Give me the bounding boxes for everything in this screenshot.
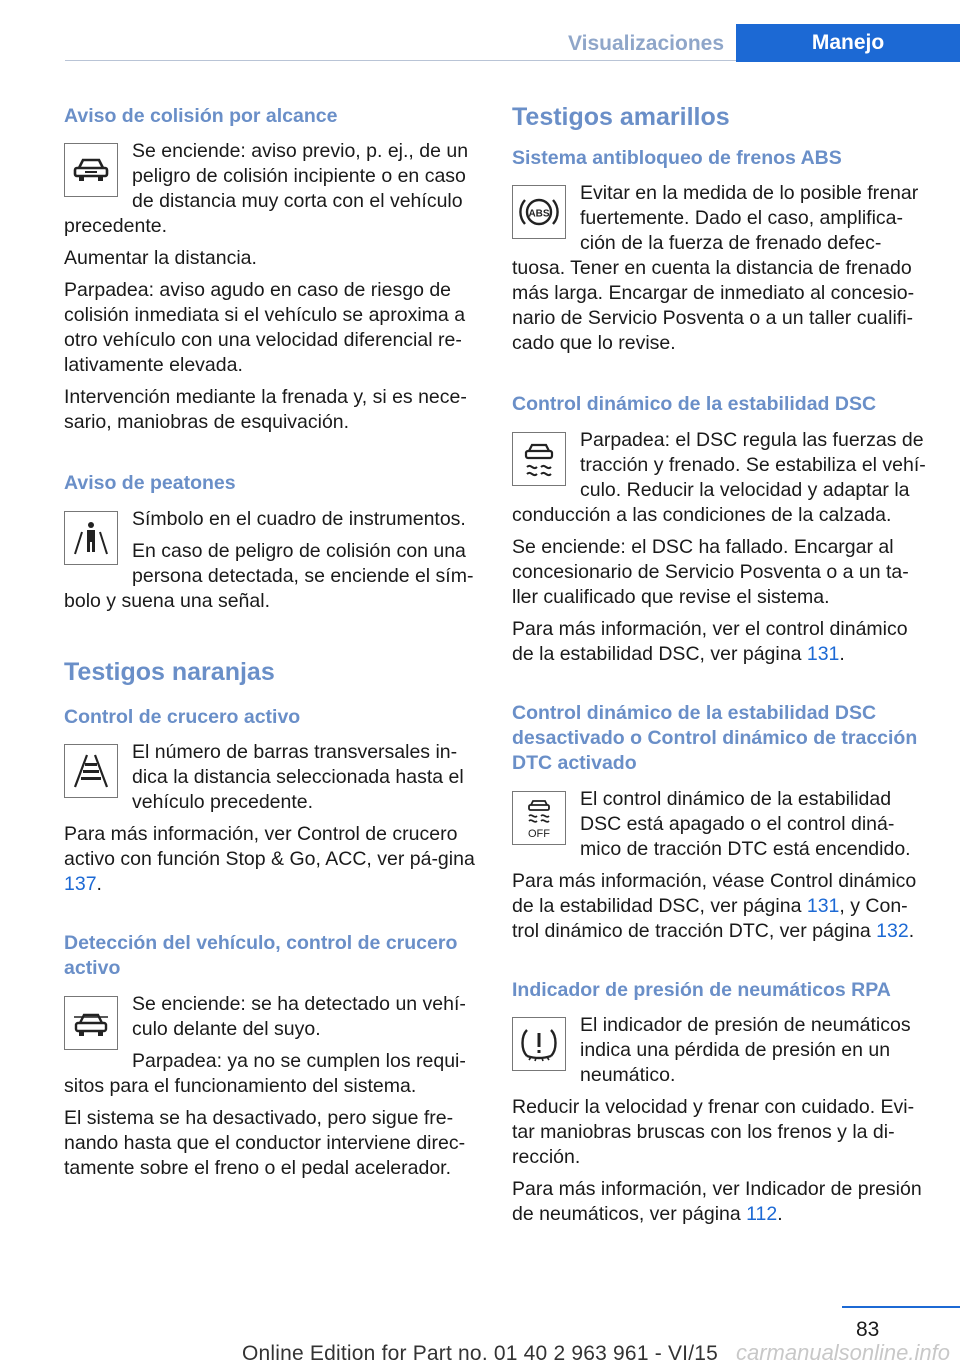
section-title: Control dinámico de la estabilidad DSC desactivado o Control dinámico de tracción DTC activado [512,701,918,775]
text: Para más información, véase Control dinámico de la estabilidad DSC, ver página [512,869,917,917]
paragraph [512,617,932,667]
paragraph: Aumentar la distancia. [64,247,257,270]
dsc-icon [512,432,566,486]
paragraph: El sistema se ha desactivado, pero sigue fre-nando hasta que el conductor interviene direc-tamente sobre el freno o el pedal acelerador. [64,1106,466,1179]
dsc-off-label: OFF [528,827,550,839]
text: Para más información, ver el control dinámico de la estabilidad DSC, ver página [512,617,908,665]
pedestrian-icon [64,511,118,565]
paragraph [64,822,476,897]
page-link[interactable]: 112 [746,1203,778,1226]
dsc-off-icon [512,791,566,845]
text: . [96,873,102,896]
section-heading: Testigos naranjas [64,657,275,686]
paragraph: En caso de peligro de colisión con una persona detectada, se enciende el sím-bolo y suena una señal. [64,539,474,612]
paragraph: Parpadea: el DSC regula las fuerzas de tracción y frenado. Se estabiliza el vehí-culo. Reducir la velocidad y adaptar la conducción a las condiciones de la calzada. [512,428,926,526]
section-heading: Testigos amarillos [512,103,730,131]
paragraph [512,869,932,944]
paragraph: El número de barras transversales in-dica la distancia seleccionada hasta el vehículo precedente. [132,741,464,814]
section-title: Sistema antibloqueo de frenos ABS [512,147,842,169]
paragraph: Evitar en la medida de lo posible frenar fuertemente. Dado el caso, amplifica-ción de la fuerza de frenado defec-tuosa. Tener en cuenta la distancia de frenado más larga. Encargar de inmediato al concesio-nario de Servicio Posventa o a un taller cualifi-cado que lo revise. [512,182,919,355]
text: , y Con-trol dinámico de tracción DTC, ver página [512,894,908,942]
left-column [64,104,476,1188]
text: . [777,1203,783,1226]
section-title: Indicador de presión de neumáticos RPA [512,978,891,1001]
watermark: carmanualsonline.info [735,1340,950,1365]
paragraph [512,1177,932,1227]
page-link[interactable]: 131 [806,642,840,665]
paragraph: Parpadea: aviso agudo en caso de riesgo de colisión inmediata si el vehículo se aproxima a otro vehículo con una velocidad diferencial re-lativamente elevada. [64,279,466,377]
tab-visualizaciones[interactable]: Visualizaciones [567,32,725,55]
paragraph: El indicador de presión de neumáticos indica una pérdida de presión en un neumático. [580,1014,911,1087]
paragraph: Parpadea: ya no se cumplen los requi-sitos para el funcionamiento del sistema. [64,1049,466,1097]
section-title: Aviso de peatones [64,472,236,495]
distance-bars-icon [64,744,118,798]
car-detected-icon [64,996,118,1050]
right-column [512,102,932,1234]
page-link[interactable]: 131 [806,894,840,917]
section-title: Detección del vehículo, control de crucero activo [64,932,458,980]
paragraph: Se enciende: el DSC ha fallado. Encargar al concesionario de Servicio Posventa o a un ta-ller cualificado que revise el sistema. [512,535,909,608]
footer-edition: Online Edition for Part no. 01 40 2 963 961 - VI/15 [241,1342,718,1365]
car-front-icon [64,143,118,197]
page-number-rule [842,1306,960,1308]
paragraph: Intervención mediante la frenada y, si es nece-sario, maniobras de esquivación. [64,386,467,434]
page-number: 83 [856,1318,880,1341]
paragraph: Se enciende: aviso previo, p. ej., de un peligro de colisión incipiente o en caso de distancia muy corta con el vehículo precedente. [64,140,469,238]
section-title: Control de crucero activo [64,705,301,728]
abs-icon [512,185,566,239]
tab-manejo[interactable]: Manejo [736,24,960,62]
page-link[interactable]: 132 [876,919,909,942]
abs-icon-label: ABS [528,208,550,220]
section-title: Aviso de colisión por alcance [64,105,338,127]
text: . [908,919,915,942]
paragraph: El control dinámico de la estabilidad DSC está apagado o el control diná-mico de tracción DTC está encendido. [580,787,911,860]
paragraph: Se enciende: se ha detectado un vehí-culo delante del suyo. [132,992,466,1040]
paragraph: Reducir la velocidad y frenar con cuidado. Evi-tar maniobras bruscas con los frenos y la di-rección. [512,1096,915,1169]
text: Para más información, ver Control de crucero activo con función Stop & Go, ACC, ver pá-gina [64,823,475,871]
text: . [839,642,845,665]
page-link[interactable]: 137 [64,873,97,896]
text: Para más información, ver Indicador de presión de neumáticos, ver página [512,1178,922,1226]
paragraph: Símbolo en el cuadro de instrumentos. [132,507,466,530]
tire-pressure-icon [512,1017,566,1071]
section-title: Control dinámico de la estabilidad DSC [512,393,877,416]
